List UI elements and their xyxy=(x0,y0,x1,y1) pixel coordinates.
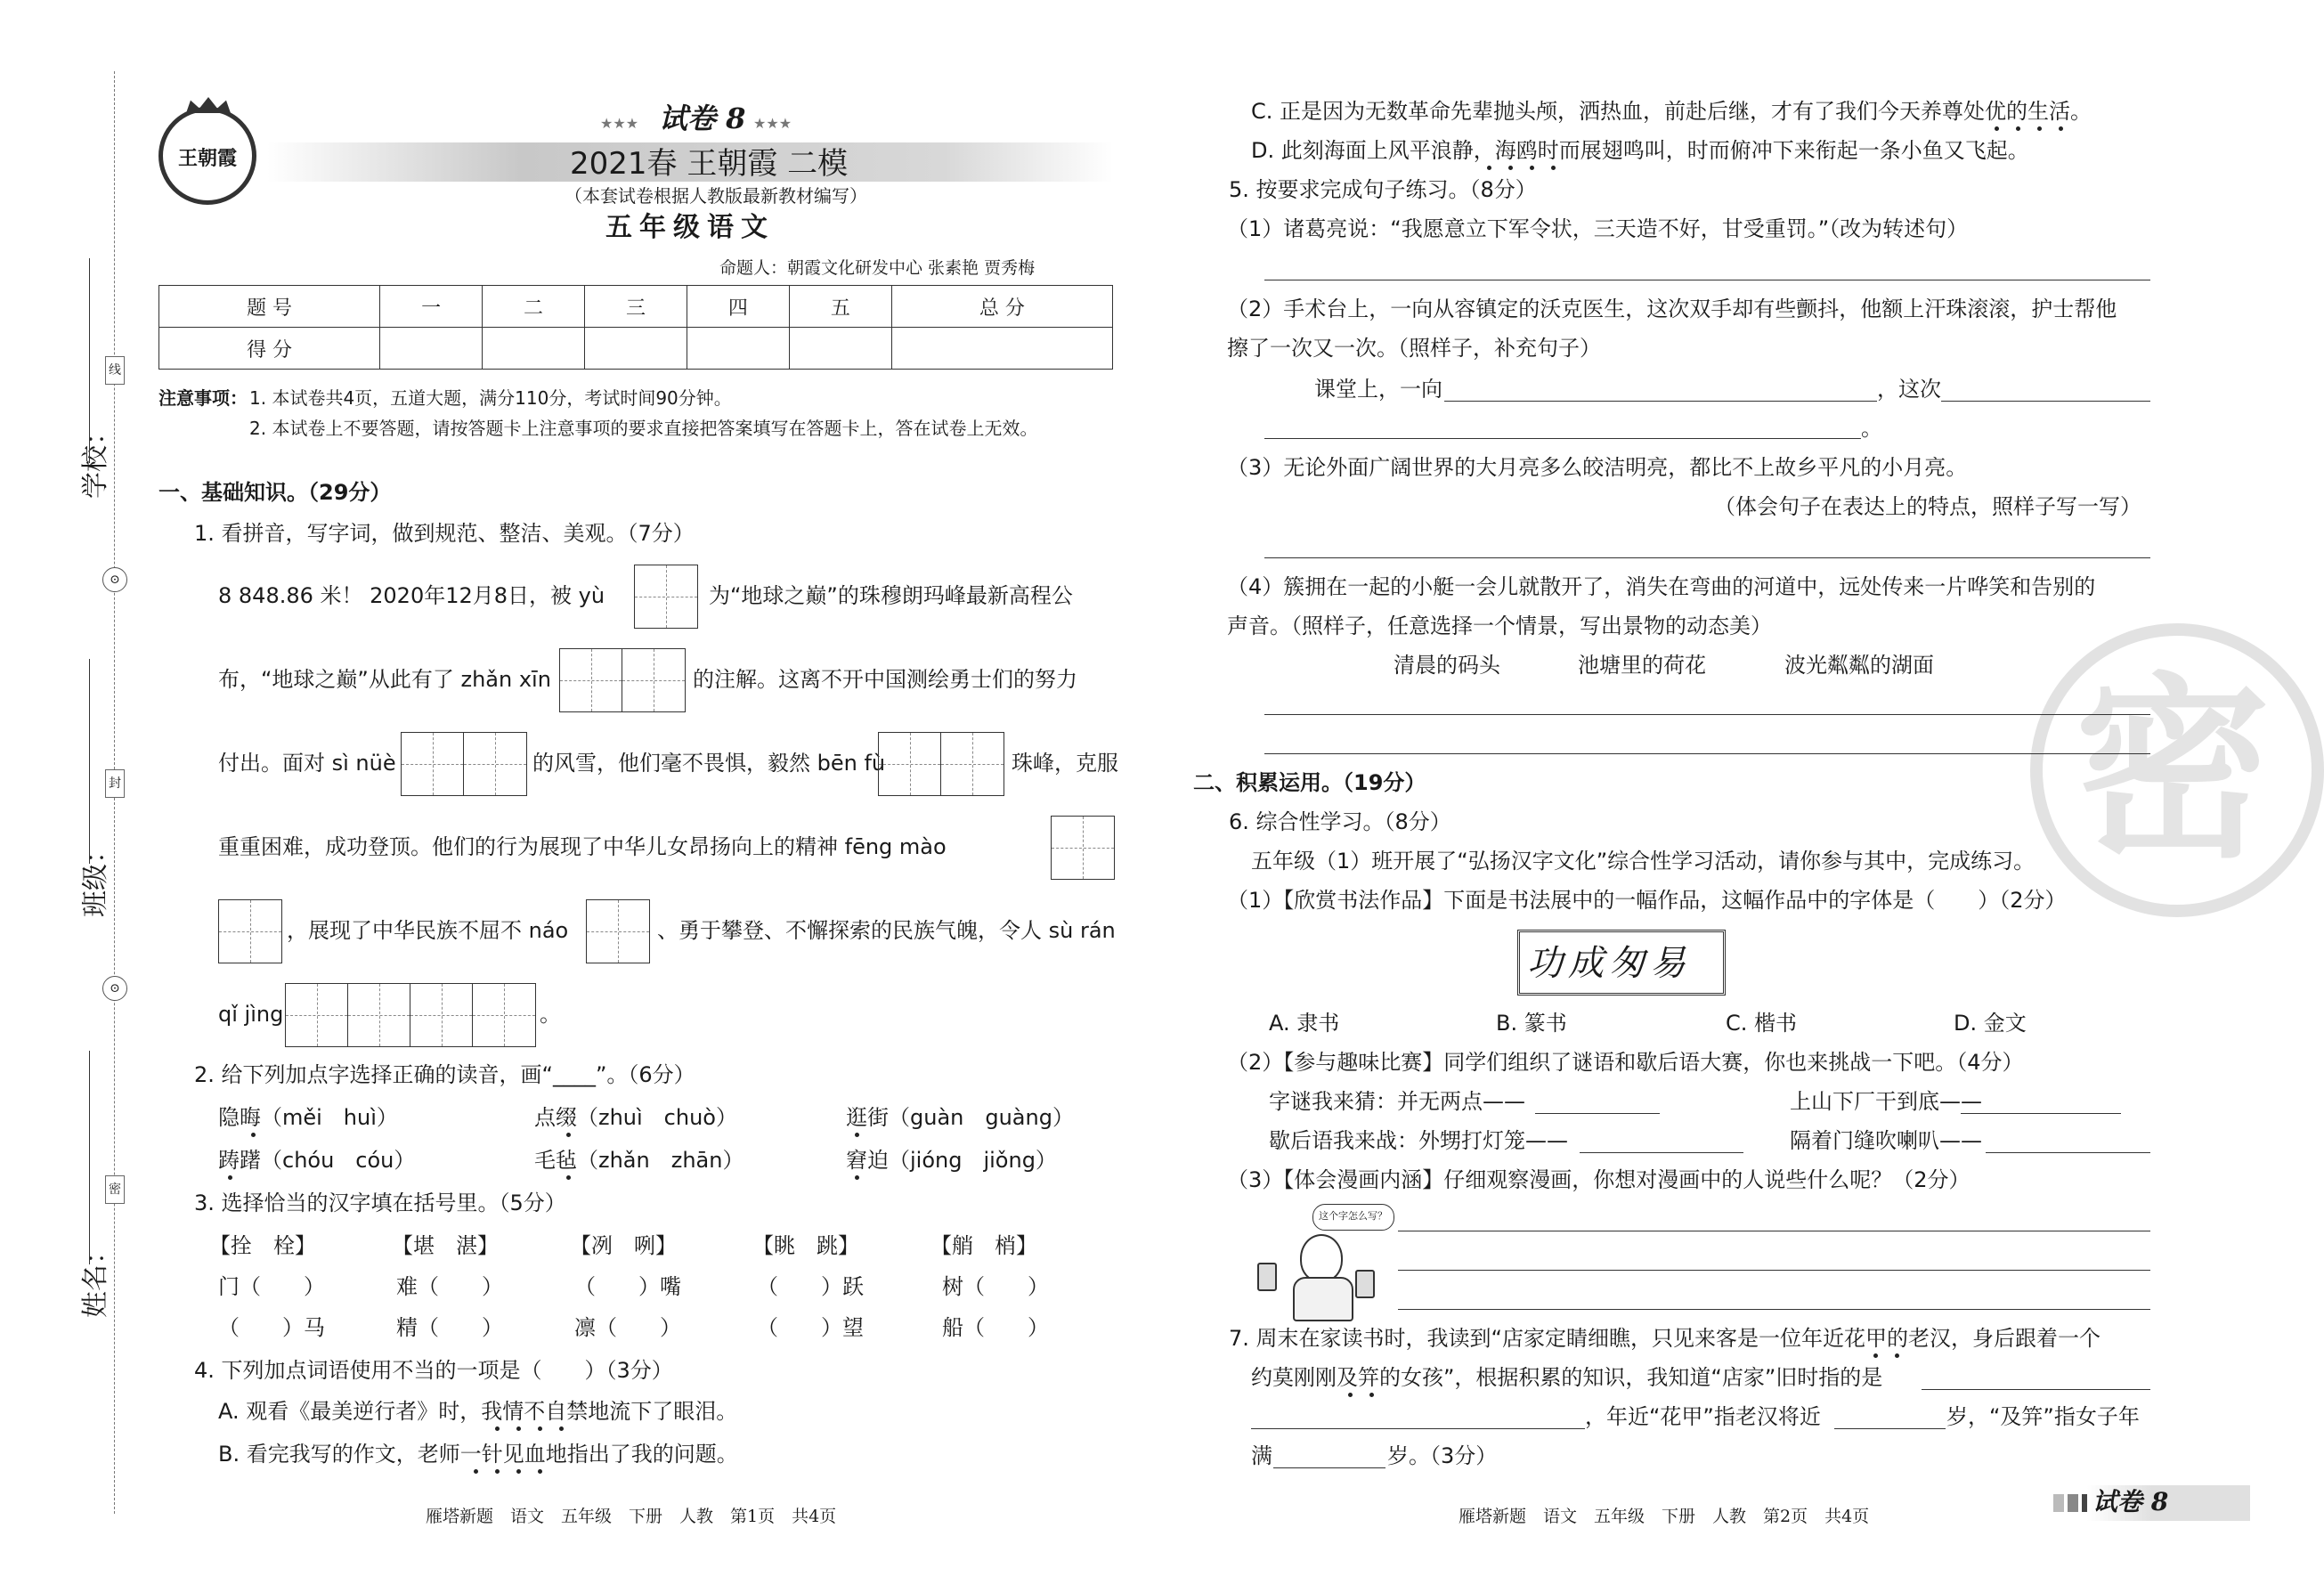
answer-grid-fengmao-2[interactable] xyxy=(218,899,282,963)
q5-2-line-e: 。 xyxy=(1861,416,1882,441)
q1-line3-c: 珠峰，克服 xyxy=(1012,751,1118,776)
score-cell: 五 xyxy=(789,286,891,328)
q7-line-d: 岁，“及笄”指女子年 xyxy=(1946,1404,2140,1429)
emphasis-dot xyxy=(2016,126,2020,131)
subject-title: 五年级语文 xyxy=(605,212,775,243)
header-stars-right: ★★★ xyxy=(753,115,792,132)
calligraphy-text: 功成匆易 xyxy=(1527,943,1691,984)
class-label: 班级： xyxy=(80,837,111,917)
q6-prompt: 6. 综合性学习。（8分） xyxy=(1229,809,1451,834)
cartoon-body-icon xyxy=(1293,1277,1353,1321)
section-1-title: 一、基础知识。（29分） xyxy=(158,480,392,505)
q3-blank[interactable]: 精（ ） xyxy=(396,1315,503,1340)
q1-line5-b: 、勇于攀登、不懈探索的民族气魄，令人 sù rán xyxy=(657,918,1116,943)
cartoon-phone-icon-2 xyxy=(1355,1270,1375,1298)
binding-tag-feng: 封 xyxy=(105,769,125,798)
emphasis-dot xyxy=(516,1426,521,1431)
cartoon-speech-bubble xyxy=(1312,1204,1394,1231)
q6-2-prompt: （2）【参与趣味比赛】同学们组织了谜语和歇后语大赛，你也来挑战一下吧。（4分） xyxy=(1227,1050,2024,1075)
emphasis-dot xyxy=(1873,1353,1878,1358)
binding-circle-icon-2: ⊙ xyxy=(102,976,127,1001)
emphasis-dot xyxy=(1551,166,1556,170)
binding-tag-xian: 线 xyxy=(105,356,125,385)
q3-header: 【冽 咧】 xyxy=(570,1233,677,1258)
emphasis-dot xyxy=(538,1469,542,1474)
q1-line6-b: 。 xyxy=(540,1002,561,1027)
q1-line6-a: qǐ jìng xyxy=(218,1002,284,1027)
cartoon-head-icon xyxy=(1300,1234,1343,1282)
q2-option-d[interactable]: 踌躇（chóu cóu） xyxy=(218,1148,416,1173)
class-line xyxy=(89,659,90,864)
score-cell: 题 号 xyxy=(159,286,380,328)
q5-4-scene: 清晨的码头 xyxy=(1394,653,1500,678)
q3-blank[interactable]: （ ）望 xyxy=(757,1315,864,1340)
q5-2-line-c: 课堂上，一向 xyxy=(1314,377,1442,402)
q5-2-line-d: ，这次 xyxy=(1877,377,1941,402)
q3-blank[interactable]: 树（ ） xyxy=(942,1274,1049,1299)
emphasis-dot xyxy=(516,1469,521,1474)
emphasis-dot xyxy=(1995,126,1999,131)
logo-crown-icon xyxy=(186,97,231,113)
q1-line4-a: 重重困难，成功登顶。他们的行为展现了中华儿女昂扬向上的精神 fēng mào xyxy=(218,834,947,859)
answer-grid-yu[interactable] xyxy=(634,565,698,629)
q5-4-line-b: 声音。（照样子，任意选择一个情景，写出景物的动态美） xyxy=(1227,614,1772,638)
q5-4-answer-line-2[interactable] xyxy=(1264,753,2150,754)
q5-2-line-b: 擦了一次又一次。（照样子，补充句子） xyxy=(1227,336,1601,361)
notice-line-2: 2. 本试卷上不要答题，请按答题卡上注意事项的要求直接把答案填写在答题卡上，答在试卷上无效。 xyxy=(249,418,1038,439)
q4-option-b[interactable]: B. 看完我写的作文，老师一针见血地指出了我的问题。 xyxy=(218,1442,738,1467)
school-label: 学校： xyxy=(80,419,111,499)
emphasis-dot xyxy=(1348,1393,1353,1397)
q6-intro: 五年级（1）班开展了“弘扬汉字文化”综合性学习活动，请你参与其中，完成练习。 xyxy=(1251,849,2036,874)
cartoon-bubble-text: 这个字怎么写？ xyxy=(1319,1210,1387,1222)
score-table-score-row xyxy=(159,328,1113,370)
q6-2-answer-line-2[interactable] xyxy=(1961,1113,2121,1114)
q5-4-scene: 波光粼粼的湖面 xyxy=(1784,653,1934,678)
q5-3-answer-line[interactable] xyxy=(1264,557,2150,558)
q2-option-a[interactable]: 隐晦（měi huì） xyxy=(218,1105,398,1130)
name-label: 姓名： xyxy=(80,1238,111,1318)
q6-3-answer-line-2[interactable] xyxy=(1398,1270,2150,1271)
score-input-cell[interactable] xyxy=(891,328,1112,370)
header-stars-left: ★★★ xyxy=(600,115,639,132)
binding-circle-icon: ⊙ xyxy=(102,567,127,592)
q3-header: 【拴 栓】 xyxy=(209,1233,316,1258)
q5-4-answer-line-1[interactable] xyxy=(1264,714,2150,715)
q6-2-answer-line-3[interactable] xyxy=(1580,1152,1743,1153)
calligraphy-frame xyxy=(1517,930,1726,996)
stamp-char: 密 xyxy=(2075,656,2271,884)
q5-3-line-a: （3）无论外面广阔世界的大月亮多么皎洁明亮，都比不上故乡平凡的小月亮。 xyxy=(1227,455,1968,480)
q6-2-answer-line-4[interactable] xyxy=(1986,1152,2150,1153)
q3-blank[interactable]: 难（ ） xyxy=(396,1274,503,1299)
name-line xyxy=(89,1051,90,1264)
q1-line5-a: ，展现了中华民族不屈不 náo xyxy=(287,918,569,943)
q6-1-option-d[interactable]: D. 金文 xyxy=(1954,1011,2027,1036)
emphasis-dot xyxy=(495,1426,500,1431)
q7-line-f: 岁。（3分） xyxy=(1387,1443,1498,1468)
emphasis-dot xyxy=(474,1469,478,1474)
q6-2-xiehouyu-2: 隔着门缝吹喇叭—— xyxy=(1790,1128,1982,1153)
q1-line2-b: 的注解。这离不开中国测绘勇士们的努力 xyxy=(693,667,1077,692)
answer-grid-benfu[interactable] xyxy=(878,732,1004,796)
q5-4-line-a: （4）簇拥在一起的小艇一会儿就散开了，消失在弯曲的河道中，远处传来一片哗笑和告别的 xyxy=(1227,574,2096,599)
q2-option-e[interactable]: 毛毡（zhǎn zhān） xyxy=(534,1148,744,1173)
q7-line-b: 约莫刚刚及笄的女孩”，根据积累的知识，我知道“店家”旧时指的是 xyxy=(1251,1365,1883,1390)
q6-1-option-c[interactable]: C. 楷书 xyxy=(1726,1011,1798,1036)
q5-1: （1）诸葛亮说：“我愿意立下军令状，三天造不好，甘受重罚。”（改为转述句） xyxy=(1227,216,1969,241)
score-cell: 四 xyxy=(687,286,789,328)
emphasis-dot xyxy=(1530,166,1534,170)
logo-text: 王朝霞 xyxy=(177,147,237,170)
emphasis-dot xyxy=(1369,1393,1374,1397)
q3-blank[interactable]: （ ）马 xyxy=(218,1315,325,1340)
q6-2-riddle-2: 上山下厂干到底—— xyxy=(1790,1089,1982,1114)
q3-blank[interactable]: 凛（ ） xyxy=(574,1315,681,1340)
cartoon-phone-icon xyxy=(1257,1263,1277,1291)
corner-squares-icon xyxy=(2053,1494,2089,1512)
school-line xyxy=(89,258,90,463)
score-input-cell[interactable] xyxy=(687,328,789,370)
q2-option-f[interactable]: 窘迫（jióng jiǒng） xyxy=(846,1148,1057,1173)
right-footer: 雁塔新题 语文 五年级 下册 人教 第2页 共4页 xyxy=(1459,1507,1870,1526)
q1-line1-b: 为“地球之巅”的珠穆朗玛峰最新高程公 xyxy=(709,583,1073,608)
q3-header: 【眺 跳】 xyxy=(752,1233,859,1258)
q7-answer-line-4[interactable] xyxy=(1273,1467,1385,1468)
score-input-cell[interactable] xyxy=(483,328,585,370)
q6-2-xiehouyu: 歇后语我来战：外甥打灯笼—— xyxy=(1269,1128,1568,1153)
q5-prompt: 5. 按要求完成句子练习。（8分） xyxy=(1229,177,1537,202)
q4-option-c[interactable]: C. 正是因为无数革命先辈抛头颅，洒热血，前赴后继，才有了我们今天养尊处优的生活。 xyxy=(1251,99,2092,124)
q5-2-answer-line-1[interactable] xyxy=(1444,401,1877,402)
q1-prompt: 1. 看拼音，写字词，做到规范、整洁、美观。（7分） xyxy=(194,521,695,546)
answer-grid-zhanxin[interactable] xyxy=(559,648,686,712)
q7-answer-line-1[interactable] xyxy=(1922,1389,2150,1390)
q2-prompt: 2. 给下列加点字选择正确的读音，画“____”。（6分） xyxy=(194,1062,695,1087)
q1-line3-b: 的风雪，他们毫不畏惧，毅然 bēn fù xyxy=(532,751,886,776)
score-table-header-row xyxy=(159,286,1113,328)
q5-2-line-a: （2）手术台上，一向从容镇定的沃克医生，这次双手却有些颤抖，他额上汗珠滚滚，护士帮他 xyxy=(1227,297,2117,321)
q3-prompt: 3. 选择恰当的汉字填在括号里。（5分） xyxy=(194,1191,566,1215)
binding-tag-mi: 密 xyxy=(105,1175,125,1204)
answer-grid-fengmao-1[interactable] xyxy=(1051,816,1115,880)
answer-grid-suranqijing[interactable] xyxy=(285,983,536,1047)
q6-1-option-a[interactable]: A. 隶书 xyxy=(1269,1011,1340,1036)
left-footer: 雁塔新题 语文 五年级 下册 人教 第1页 共4页 xyxy=(426,1507,837,1526)
q7-line-c: ，年近“花甲”指老汉将近 xyxy=(1585,1404,1821,1429)
score-input-cell[interactable] xyxy=(585,328,687,370)
score-input-cell[interactable] xyxy=(380,328,483,370)
emphasis-dot xyxy=(2059,126,2063,131)
emphasis-dot xyxy=(1508,166,1513,170)
q2-option-b[interactable]: 点缀（zhuì chuò） xyxy=(534,1105,737,1130)
q7-answer-line-2[interactable] xyxy=(1251,1428,1585,1429)
q2-option-c[interactable]: 逛街（guàn guàng） xyxy=(846,1105,1074,1130)
q3-blank[interactable]: （ ）跃 xyxy=(757,1274,864,1299)
q1-line2-a: 布，“地球之巅”从此有了 zhǎn xīn xyxy=(218,667,551,692)
q6-1-prompt: （1）【欣赏书法作品】下面是书法展中的一幅作品，这幅作品中的字体是（ ）（2分） xyxy=(1227,888,2067,913)
q3-blank[interactable]: （ ）嘴 xyxy=(574,1274,681,1299)
answer-grid-nao[interactable] xyxy=(586,899,650,963)
q6-2-riddle: 字谜我来猜：并无两点—— xyxy=(1269,1089,1525,1114)
q6-1-option-b[interactable]: B. 篆书 xyxy=(1496,1011,1567,1036)
q6-3-prompt: （3）【体会漫画内涵】仔细观察漫画，你想对漫画中的人说些什么呢？（2分） xyxy=(1227,1167,1971,1192)
answer-grid-sinue[interactable] xyxy=(401,732,527,796)
notice-label: 注意事项： xyxy=(158,387,248,409)
q3-blank[interactable]: 船（ ） xyxy=(942,1315,1049,1340)
emphasis-dot xyxy=(1487,166,1491,170)
q3-header: 【艄 梢】 xyxy=(930,1233,1037,1258)
score-cell: 总 分 xyxy=(891,286,1112,328)
emphasis-dot xyxy=(495,1469,500,1474)
q3-header: 【堪 湛】 xyxy=(392,1233,499,1258)
q5-2-answer-line-3[interactable] xyxy=(1264,438,1861,439)
score-input-cell[interactable] xyxy=(789,328,891,370)
score-cell: 一 xyxy=(380,286,483,328)
authors: 命题人：朝霞文化研发中心 张素艳 贾秀梅 xyxy=(719,258,1036,278)
q5-2-answer-line-2[interactable] xyxy=(1941,401,2150,402)
emphasis-dot xyxy=(566,1133,571,1137)
emphasis-dot xyxy=(2037,126,2042,131)
q3-blank[interactable]: 门（ ） xyxy=(218,1274,325,1299)
edition-note: （本套试卷根据人教版最新教材编写） xyxy=(565,185,867,207)
emphasis-dot xyxy=(855,1175,859,1180)
q5-4-scene: 池塘里的荷花 xyxy=(1578,653,1706,678)
q7-line-a: 7. 周末在家读书时，我读到“店家定睛细瞧，只见来客是一位年近花甲的老汉，身后跟着一个 xyxy=(1229,1326,2101,1351)
emphasis-dot xyxy=(538,1426,542,1431)
q5-3-line-b: （体会句子在表达上的特点，照样子写一写） xyxy=(1714,494,2141,519)
q4-option-d[interactable]: D. 此刻海面上风平浪静，海鸥时而展翅鸣叫，时而俯冲下来衔起一条小鱼又飞起。 xyxy=(1251,138,2029,163)
series-title: 试卷 8 xyxy=(659,102,746,135)
emphasis-dot xyxy=(559,1426,564,1431)
emphasis-dot xyxy=(228,1175,232,1180)
q1-line3-a: 付出。面对 sì nüè xyxy=(218,751,396,776)
q6-3-answer-line-3[interactable] xyxy=(1398,1309,2150,1310)
cartoon xyxy=(1250,1204,1393,1320)
score-table xyxy=(158,285,1113,370)
corner-label: 试卷 8 xyxy=(2092,1487,2169,1516)
emphasis-dot xyxy=(566,1175,571,1180)
emphasis-dot xyxy=(1895,1353,1899,1358)
emphasis-dot xyxy=(855,1133,859,1137)
q7-line-e: 满 xyxy=(1251,1443,1272,1468)
q4-prompt: 4. 下列加点词语使用不当的一项是（ ）（3分） xyxy=(194,1358,673,1383)
q7-answer-line-3[interactable] xyxy=(1834,1428,1946,1429)
q1-line1-a: 8 848.86 米！ 2020年12月8日，被 yù xyxy=(218,583,605,608)
score-cell: 二 xyxy=(483,286,585,328)
logo xyxy=(158,107,256,205)
notice-line-1: 1. 本试卷共4页，五道大题，满分110分，考试时间90分钟。 xyxy=(249,387,732,409)
emphasis-dot xyxy=(251,1133,256,1137)
q6-2-answer-line-1[interactable] xyxy=(1535,1113,1660,1114)
score-cell: 得 分 xyxy=(159,328,380,370)
section-2-title: 二、积累运用。（19分） xyxy=(1193,770,1426,795)
q4-option-a[interactable]: A. 观看《最美逆行者》时，我情不自禁地流下了眼泪。 xyxy=(218,1399,738,1424)
exam-title: 2021春 王朝霞 二模 xyxy=(570,146,849,182)
score-cell: 三 xyxy=(585,286,687,328)
